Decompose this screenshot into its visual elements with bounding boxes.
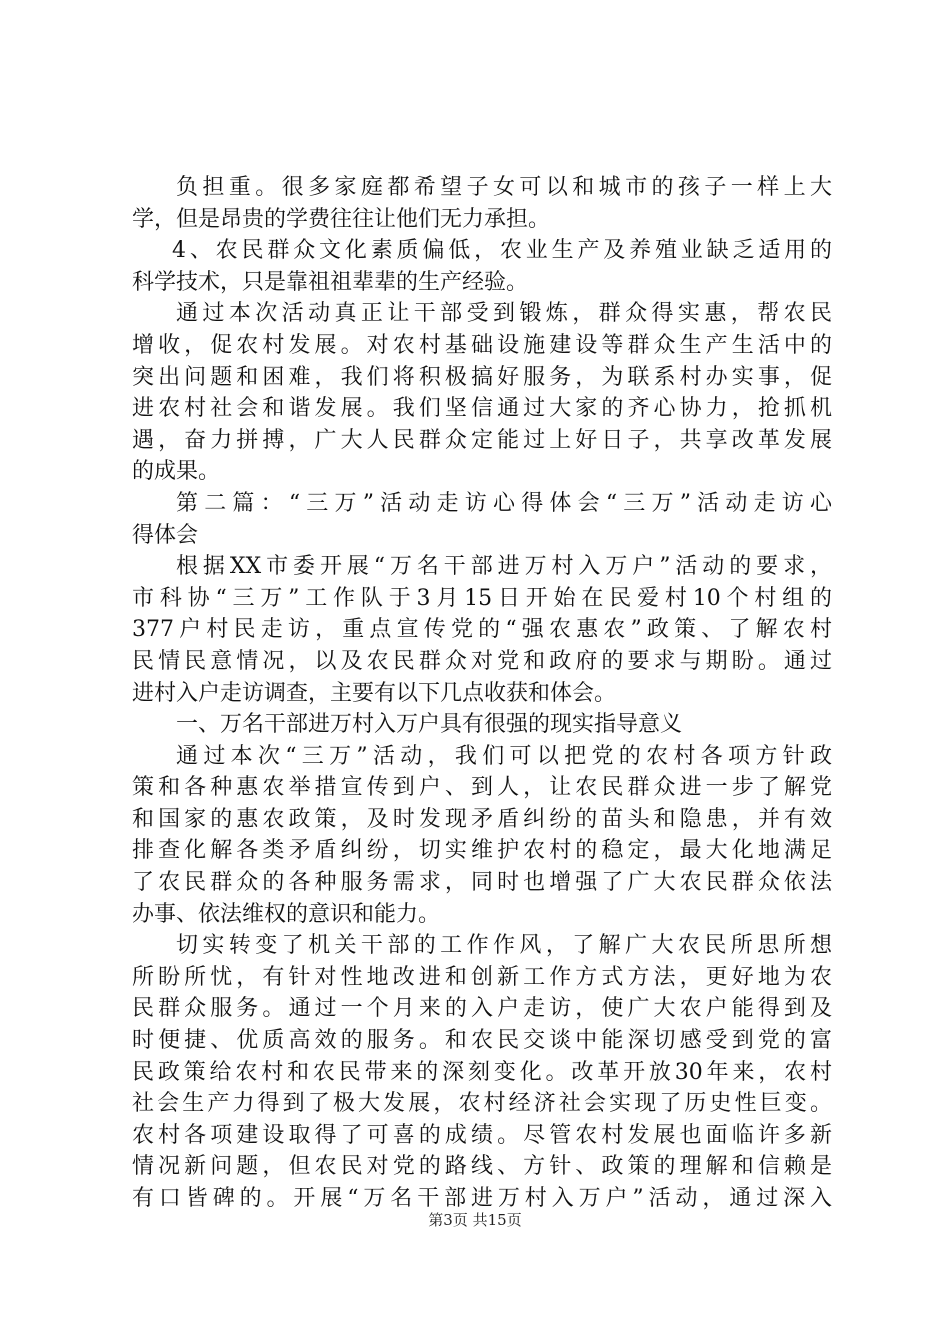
text-line: 情况新问题，但农民对党的路线、方针、政策的理解和信赖是 [132, 1154, 832, 1180]
document-body [132, 172, 832, 1215]
text-line: 通过本次“三万”活动，我们可以把党的农村各项方针政 [176, 743, 832, 769]
text-line: 377户村民走访，重点宣传党的“强农惠农”政策、了解农村 [132, 617, 832, 643]
text-line: 民群众服务。通过一个月来的入户走访，使广大农户能得到及 [132, 996, 832, 1022]
text-line: 民情民意情况，以及农民群众对党和政府的要求与期盼。通过 [132, 648, 832, 674]
text-line: 根据XX市委开展“万名干部进万村入万户”活动的要求， [176, 554, 832, 580]
text-line: 办事、依法维权的意识和能力。 [132, 901, 441, 927]
text-line: 进农村社会和谐发展。我们坚信通过大家的齐心协力，抢抓机 [132, 396, 832, 422]
page-number: 第3页 共15页 [428, 1211, 522, 1229]
text-line: 农村各项建设取得了可喜的成绩。尽管农村发展也面临许多新 [132, 1122, 832, 1148]
text-line: 社会生产力得到了极大发展，农村经济社会实现了历史性巨变。 [132, 1091, 832, 1117]
text-line: 突出问题和困难，我们将积极搞好服务，为联系村办实事，促 [132, 364, 832, 390]
text-line: 了农民群众的各种服务需求，同时也增强了广大农民群众依法 [132, 870, 832, 896]
text-line: 学，但是昂贵的学费往往让他们无力承担。 [132, 206, 551, 232]
text-line: 第二篇：“三万”活动走访心得体会“三万”活动走访心 [176, 490, 832, 516]
text-line: 切实转变了机关干部的工作作风，了解广大农民所思所想 [176, 933, 832, 959]
text-line: 市科协“三万”工作队于3月15日开始在民爱村10个村组的 [132, 585, 832, 611]
text-line: 科学技术，只是靠祖祖辈辈的生产经验。 [132, 269, 529, 295]
text-line: 遇，奋力拼搏，广大人民群众定能过上好日子，共享改革发展 [132, 427, 832, 453]
text-line: 有口皆碑的。开展“万名干部进万村入万户”活动，通过深入 [132, 1186, 832, 1211]
text-line: 负担重。很多家庭都希望子女可以和城市的孩子一样上大 [176, 175, 832, 200]
text-line: 策和各种惠农举措宣传到户、到人，让农民群众进一步了解党 [132, 775, 832, 801]
text-line: 民政策给农村和农民带来的深刻变化。改革开放30年来，农村 [132, 1059, 832, 1085]
text-line: 通过本次活动真正让干部受到锻炼，群众得实惠，帮农民 [176, 301, 832, 327]
text-line: 得体会 [132, 522, 199, 548]
text-line: 的成果。 [132, 459, 221, 485]
text-line: 和国家的惠农政策，及时发现矛盾纠纷的苗头和隐患，并有效 [132, 806, 832, 832]
text-line: 进村入户走访调查，主要有以下几点收获和体会。 [132, 680, 617, 706]
text-line: 增收，促农村发展。对农村基础设施建设等群众生产生活中的 [132, 332, 832, 358]
text-line: 所盼所忧，有针对性地改进和创新工作方式方法，更好地为农 [132, 964, 832, 990]
text-line: 排查化解各类矛盾纠纷，切实维护农村的稳定，最大化地满足 [132, 838, 832, 864]
text-line: 4、农民群众文化素质偏低，农业生产及养殖业缺乏适用的 [172, 238, 832, 264]
text-line: 一、万名干部进万村入万户具有很强的现实指导意义 [176, 712, 683, 738]
text-line: 时便捷、优质高效的服务。和农民交谈中能深切感受到党的富 [132, 1028, 832, 1054]
